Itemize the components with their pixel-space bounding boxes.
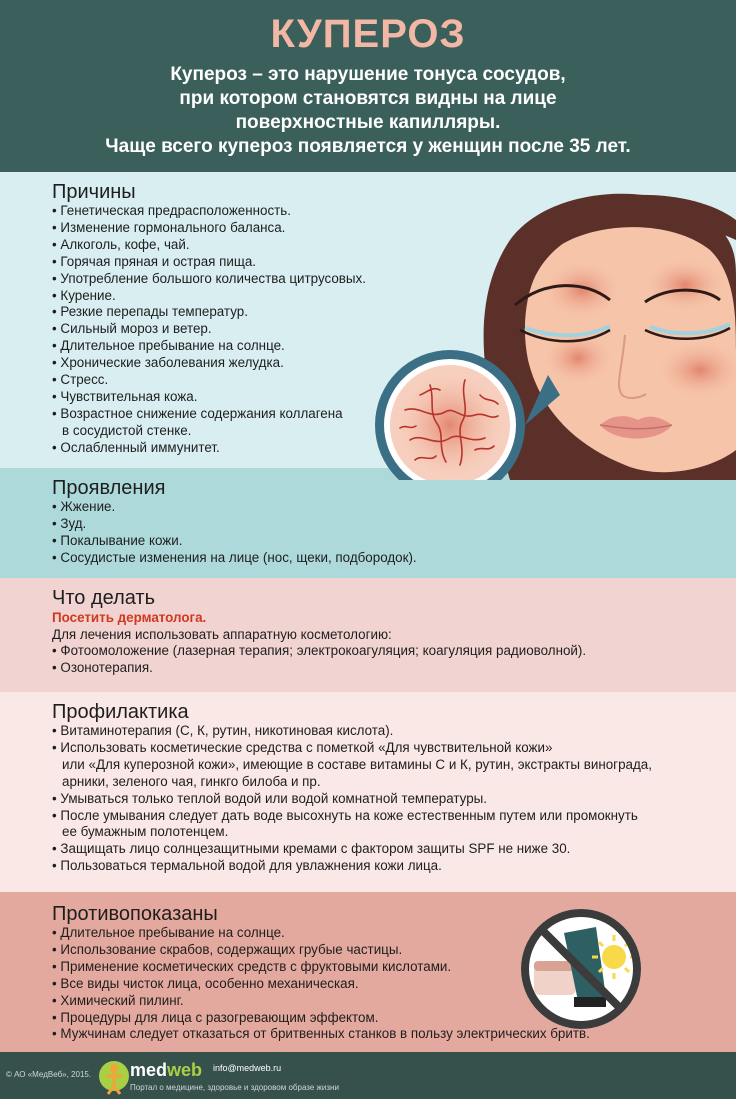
list-item: • Чувствительная кожа. [52,388,198,404]
list-item: • Витаминотерапия (С, К, рутин, никотиновая кислота). [52,723,394,738]
list-item: • Резкие перепады температур. [52,304,248,320]
list-item: • Горячая пряная и острая пища. [52,253,257,269]
slogan: Портал о медицине, здоровье и здоровом образе жизни [130,1083,339,1092]
list-item: • Озонотерапия. [52,659,153,675]
intro-line: поверхностные капилляры. [235,112,501,133]
treatment-intro: Для лечения использовать аппаратную косметологию: [52,627,392,642]
section-what-to-do [0,578,736,692]
list-item: • Хронические заболевания желудка. [52,355,284,371]
list-item: • Употребление большого количества цитрусовых. [52,270,366,286]
woman-face-illustration [360,180,736,480]
page-title: КУПЕРОЗ [270,12,466,56]
list-item: • Генетическая предрасположенность. [52,203,291,218]
no-sun-cosmetics-icon [516,905,646,1033]
intro-text [0,63,736,159]
prevention-list [52,723,736,875]
list-item: • Использовать косметические средства с пометкой «Для чувствительной кожи» [52,739,553,755]
list-item: • Зуд. [52,515,87,531]
list-item: • Все виды чисток лица, особенно механическая. [52,975,359,991]
list-item: • Защищать лицо солнцезащитными кремами с фактором защиты SPF не ниже 30. [52,841,571,857]
list-item: • Сильный мороз и ветер. [52,321,212,337]
manifestations-list [52,499,736,567]
section-title-prevention: Профилактика [52,701,189,723]
list-item: • Ослабленный иммунитет. [52,439,220,455]
list-item: • Использование скрабов, содержащих грубые частицы. [52,941,403,957]
section-prevention [0,692,736,892]
intro-line: Чаще всего купероз появляется у женщин после 35 лет. [105,136,631,157]
list-item: • Покалывание кожи. [52,532,183,548]
list-item-continuation: ее бумажным полотенцем. [62,824,229,840]
list-item: • Длительное пребывание на солнце. [52,338,285,354]
list-item: • Возрастное снижение содержания коллагена [52,405,343,421]
intro-line: Купероз – это нарушение тонуса сосудов, [170,64,566,85]
contact-email[interactable]: info@medweb.ru [213,1063,282,1073]
intro-line: при котором становятся видны на лице [179,88,557,109]
highlight-visit-dermatologist: Посетить дерматолога. [52,610,207,625]
list-item: • Алкоголь, кофе, чай. [52,236,190,252]
footer [0,1052,736,1099]
list-item: • Изменение гормонального баланса. [52,219,286,235]
medweb-logo-icon [98,1056,130,1096]
list-item: • Пользоваться термальной водой для увлажнения кожи лица. [52,858,442,874]
list-item-continuation: в сосудистой стенке. [62,422,192,438]
list-item-continuation: арники, зеленого чая, гинкго билоба и пр. [62,773,321,789]
list-item-continuation: или «Для куперозной кожи», имеющие в составе витамины С и К, рутин, экстракты винограда, [62,756,652,772]
section-manifestations [0,468,736,578]
list-item: • Процедуры для лица с разогревающим эффектом. [52,1009,379,1025]
medweb-logo[interactable] [130,1060,202,1081]
section-title-manifestations: Проявления [52,477,166,499]
list-item: • Стресс. [52,372,109,388]
section-title-contraindications: Противопоказаны [52,903,218,925]
logo-accent: web [167,1060,203,1080]
logo-main: med [130,1060,168,1080]
header [0,0,736,172]
section-title-what-to-do: Что делать [52,587,156,609]
list-item: • Длительное пребывание на солнце. [52,925,285,940]
treatment-list [52,643,736,677]
list-item: • Мужчинам следует отказаться от бритвенных станков в пользу электрических бритв. [52,1026,590,1042]
list-item: • Фотоомоложение (лазерная терапия; электрокоагуляция; коагуляция радиоволной). [52,643,587,658]
section-title-causes: Причины [52,181,136,203]
list-item: • После умывания следует дать воде высохнуть на коже естественным путем или промокнуть [52,807,638,823]
list-item: • Химический пилинг. [52,992,184,1008]
list-item: • Применение косметических средств с фруктовыми кислотами. [52,958,452,974]
list-item: • Умываться только теплой водой или водой комнатной температуры. [52,790,488,806]
copyright: © АО «МедВеб», 2015. [6,1070,92,1079]
list-item: • Жжение. [52,499,116,514]
list-item: • Сосудистые изменения на лице (нос, щеки, подбородок). [52,549,417,565]
list-item: • Курение. [52,287,116,303]
